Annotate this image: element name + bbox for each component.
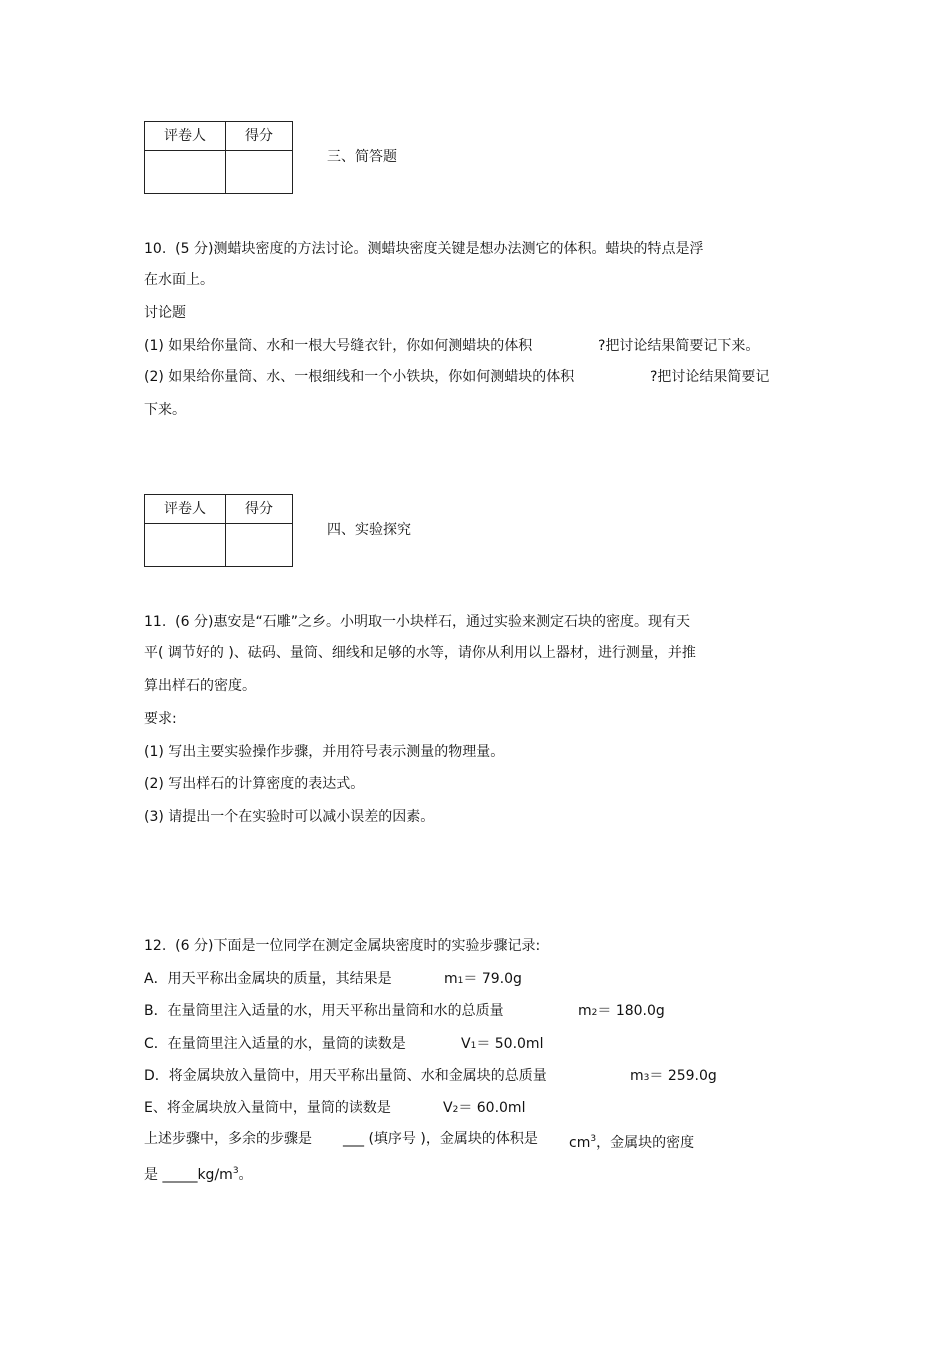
q11-line6: (2) 写出样石的计算密度的表达式。 (144, 776, 365, 792)
q12-line7c: $cm^3$，金属块的密度 (569, 1134, 695, 1151)
q12-step-e: E、将金属块放入量筒中，量筒的读数是 (144, 1100, 391, 1116)
q12-step-d: D．将金属块放入量筒中，用天平称出量筒、水和金属块的总质量 (144, 1068, 547, 1084)
score-table-section4 (144, 494, 293, 567)
q10-line2: 在水面上。 (144, 272, 214, 288)
q10-line1: 10. (5 分)测蜡块密度的方法讨论。测蜡块密度关键是想办法测它的体积。蜡块的特点是浮 (144, 241, 704, 257)
q11-line1: 11. (6 分)惠安是“石雕”之乡。小明取一小块样石，通过实验来测定石块的密度。现有天 (144, 614, 690, 630)
q12-line7b: ___ (填序号 )，金属块的体积是 (343, 1131, 538, 1147)
q12-step-c: C．在量筒里注入适量的水，量筒的读数是 (144, 1036, 406, 1052)
q12-step-b-value: m2＝ 180.0g (578, 1003, 665, 1019)
q11-line4: 要求: (144, 711, 177, 727)
section-title-4: 四、实验探究 (327, 522, 411, 538)
q12-step-b: B．在量筒里注入适量的水，用天平称出量筒和水的总质量 (144, 1003, 504, 1019)
q12-line7a: 上述步骤中，多余的步骤是 (144, 1131, 312, 1147)
score-header: 得分 (226, 495, 292, 524)
grader-cell (145, 524, 226, 566)
q11-line2: 平( 调节好的 )、砝码、量筒、细线和足够的水等，请你从利用以上器材，进行测量，并推 (144, 645, 696, 661)
section-title-3: 三、简答题 (327, 149, 397, 165)
q10-line5a: (2) 如果给你量筒、水、一根细线和一个小铁块，你如何测蜡块的体积 (144, 369, 575, 385)
q11-line7: (3) 请提出一个在实验时可以减小误差的因素。 (144, 809, 435, 825)
grader-cell (145, 151, 226, 193)
q10-line4b: ?把讨论结果简要记下来。 (598, 338, 760, 354)
q12-line8: 是 $\_\_\_\_\_kg/m^3$。 (144, 1166, 253, 1183)
score-cell (226, 524, 292, 566)
score-cell (226, 151, 292, 193)
q12-step-d-value: m3＝ 259.0g (630, 1068, 717, 1084)
q11-line3: 算出样石的密度。 (144, 678, 256, 694)
grader-header: 评卷人 (145, 122, 226, 151)
q12-step-e-value: V2＝ 60.0ml (443, 1100, 526, 1116)
q10-line4a: (1) 如果给你量筒、水和一根大号缝衣针，你如何测蜡块的体积 (144, 338, 533, 354)
q11-line5: (1) 写出主要实验操作步骤，并用符号表示测量的物理量。 (144, 744, 505, 760)
q12-step-a: A．用天平称出金属块的质量，其结果是 (144, 971, 392, 987)
q12-step-c-value: V1＝ 50.0ml (461, 1036, 544, 1052)
score-header: 得分 (226, 122, 292, 151)
grader-header: 评卷人 (145, 495, 226, 524)
q12-line1: 12. (6 分)下面是一位同学在测定金属块密度时的实验步骤记录: (144, 938, 541, 954)
score-table-section3 (144, 121, 293, 194)
q10-line5b: ?把讨论结果简要记 (650, 369, 770, 385)
q12-step-a-value: m1＝ 79.0g (444, 971, 522, 987)
q10-line6: 下来。 (144, 402, 186, 418)
q10-line3: 讨论题 (144, 305, 186, 321)
